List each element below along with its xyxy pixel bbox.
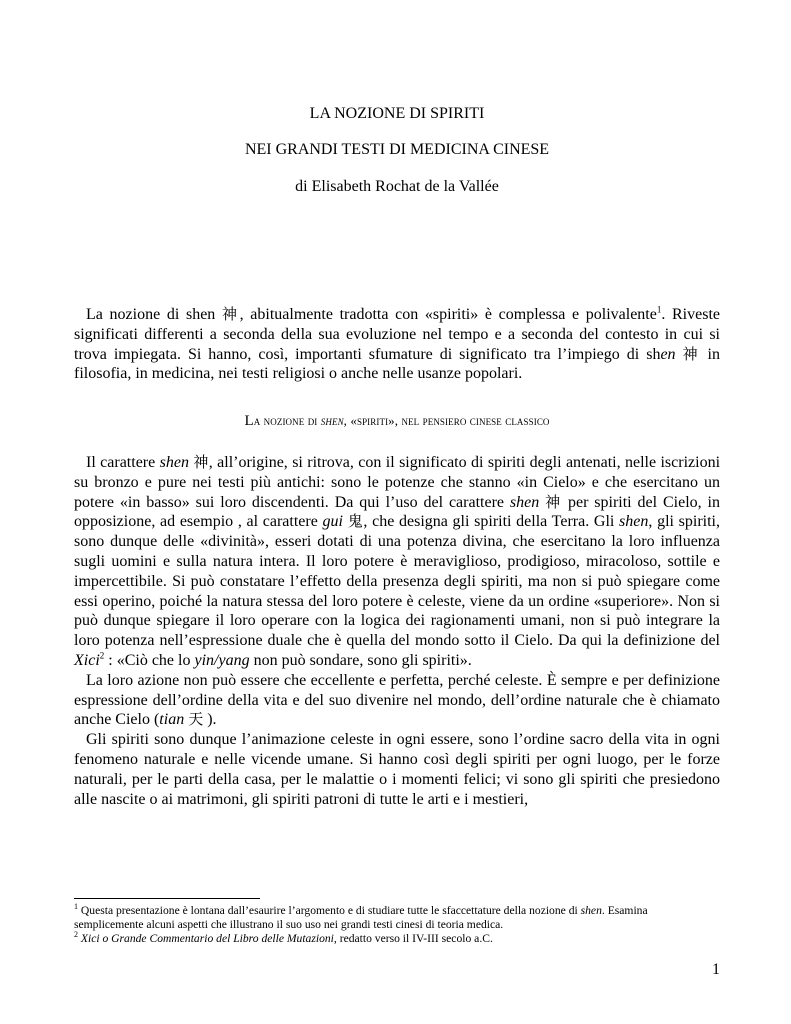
- gui-character: 鬼: [347, 512, 364, 531]
- shen-character: 神: [221, 305, 240, 323]
- footnote-divider: [74, 898, 260, 899]
- intro-paragraph: La nozione di shen 神, abitualmente tradotta con «spiriti» è complessa e polivalente$^1$. Riveste significati differenti a seconda della sua evoluzione nel tempo e a seconda del contesto in cui si trova impiegata. Si hanno, così, importanti sfumature di significato tra l’impiego di shen 神 in filosofia, in medicina, nei testi religiosi o anche nelle usanze popolari.: [74, 304, 721, 383]
- shen-character: 神: [545, 492, 563, 511]
- shen-character: 神: [682, 344, 701, 363]
- paragraph-3: Gli spiriti sono dunque l’animazione celeste in ogni essere, sono l’ordine sacro della vita in ogni fenomeno naturale e nelle vicende umane. Si hanno così degli spiriti per ogni luogo, per le forze naturali, per le parti della casa, per le malattie o i momenti felici; vi sono gli spiriti che presiedono alle nascite o ai matrimoni, gli spiriti patroni di tutte le arti e i mestieri,: [74, 731, 720, 808]
- footnote-ref-1: 1: [656, 304, 662, 315]
- main-text: [74, 453, 720, 809]
- footnotes: [74, 904, 720, 946]
- paragraph-1: Il carattere shen 神, all’origine, si ritrova, con il significato di spiriti degli antenati, nelle iscrizioni su bronzo e pure nei testi più antichi: sono le potenze che stanno «in Cielo» e che esercitano un potere «in basso» sui loro discendenti. Da qui l’uso del carattere shen 神 per spiriti del Cielo, in opposizione, ad esempio , al carattere gui 鬼, che designa gli spiriti della Terra. Gli shen, gli spiriti, sono dunque delle «divinità», esseri dotati di una potenza divina, che esercitano la loro influenza sugli uomini e sulla natura intera. Il loro potere è meraviglioso, prodigioso, miracoloso, sottile e impercettibile. Si può constatare l’effetto della presenza degli spiriti, ma non si può spiegare come essi operino, poiché la natura stessa del loro potere è celeste, viene da un ordine «superiore». Non si può dunque spiegare il loro operare con la logica dei ragionamenti umani, non si può integrare la loro potenza nell’espressione duale che è quella del mondo sotto il Cielo. Da qui la definizione del Xici$^2$ : «Ciò che lo yin/yang non può sondare, sono gli spiriti».: [74, 453, 721, 669]
- section-heading: La nozione di shen, «spiriti», nel pensiero cinese classico: [244, 413, 550, 429]
- footnote-1: $^1$ Questa presentazione è lontana dall’esaurire l’argomento e di studiare tutte le sfaccettature della nozione di shen. Esamina semplicemente alcuni aspetti che illustrano il suo uso nei grandi testi cinesi di teoria medica.: [74, 902, 648, 931]
- footnote-2: $^2$ Xici o Grande Commentario del Libro delle Mutazioni, redatto verso il IV-III secolo a.C.: [74, 930, 493, 945]
- paragraph-2: La loro azione non può essere che eccellente e perfetta, perché celeste. È sempre e per definizione espressione dell’ordine della vita e del suo divenire nel mondo, dell’ordine naturale che è chiamato anche Cielo (tian 天 ).: [74, 671, 720, 729]
- title-line-1: LA NOZIONE DI SPIRITI: [309, 105, 485, 122]
- page-number: 1: [712, 961, 720, 978]
- shen-character: 神: [193, 453, 209, 471]
- tian-character: 天: [188, 710, 204, 729]
- author-line: di Elisabeth Rochat de la Vallée: [295, 178, 499, 195]
- document-page: [74, 0, 720, 1024]
- title-line-2: NEI GRANDI TESTI DI MEDICINA CINESE: [244, 141, 550, 158]
- footnote-ref-2: 2: [99, 650, 105, 661]
